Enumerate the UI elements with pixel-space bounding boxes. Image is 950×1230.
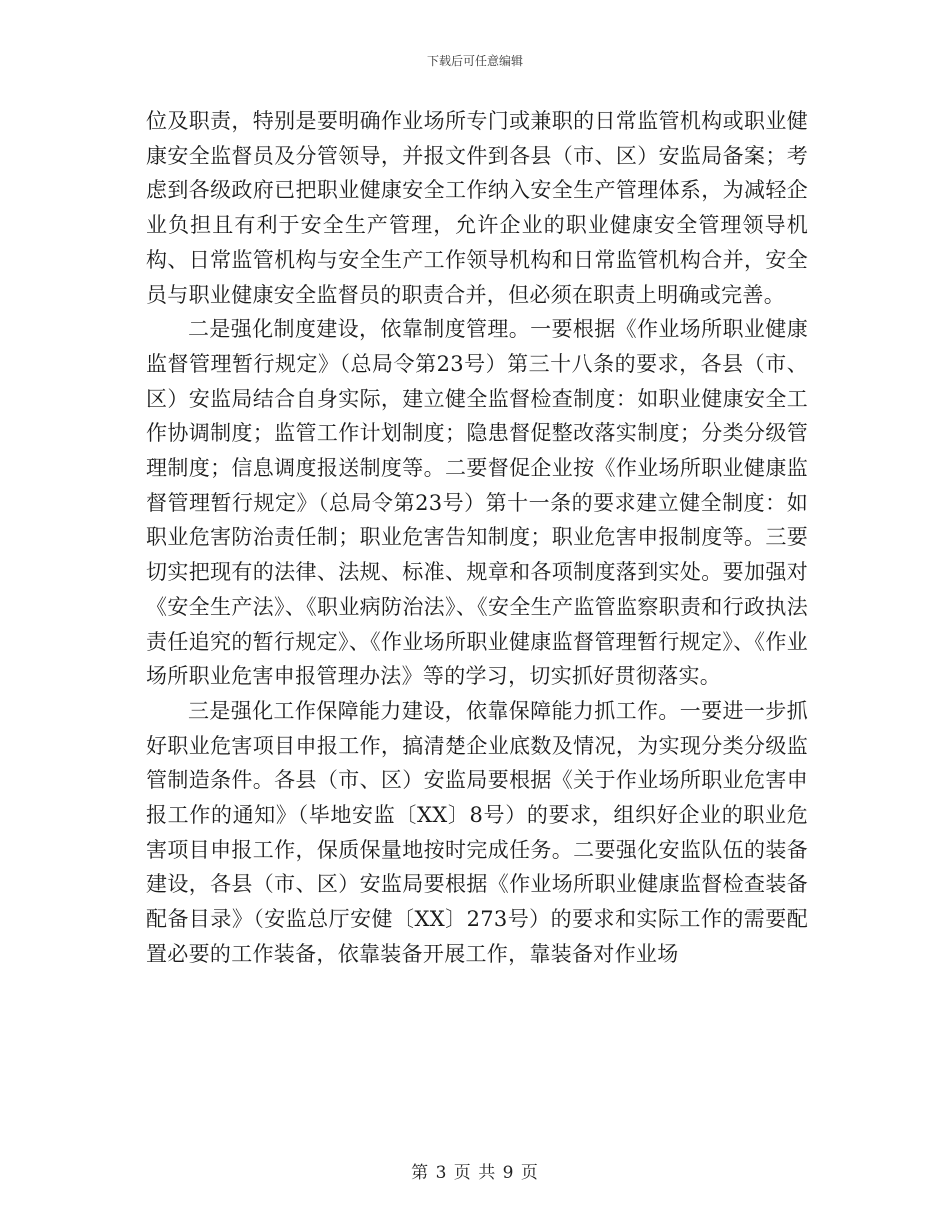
paragraph-system-building: 二是强化制度建设，依靠制度管理。一要根据《作业场所职业健康监督管理暂行规定》（总局令第23号）第三十八条的要求，各县（市、区）安监局结合自身实际，建立健全监督检查制度：如职业健康安全工作协调制度；监管工作计划制度；隐患督促整改落实制度；分类分级管理制度；信息调度报送制度等。二要督促企业按《作业场所职业健康监督管理暂行规定》（总局令第23号）第十一条的要求建立健全制度：如职业危害防治责任制；职业危害告知制度；职业危害申报制度等。三要切实把现有的法律、法规、标准、规章和各项制度落到实处。要加强对《安全生产法》、《职业病防治法》、《安全生产监管监察职责和行政执法责任追究的暂行规定》、《作业场所职业健康监督管理暂行规定》、《作业场所职业危害申报管理办法》等的学习，切实抓好贯彻落实。 <box>146 317 808 689</box>
paragraph-support-capacity: 三是强化工作保障能力建设，依靠保障能力抓工作。一要进一步抓好职业危害项目申报工作，搞清楚企业底数及情况，为实现分类分级监管制造条件。各县（市、区）安监局要根据《关于作业场所职业危害申报工作的通知》（毕地安监〔XX〕8号）的要求，组织好企业的职业危害项目申报工作，保质保量地按时完成任务。二要强化安监队伍的装备建设，各县（市、区）安监局要根据《作业场所职业健康监督检查装备配备目录》（安监总厅安健〔XX〕273号）的要求和实际工作的需要配置必要的工作装备，依靠装备开展工作，靠装备对作业场 <box>146 698 808 966</box>
document-body <box>146 104 808 1144</box>
page-header: 下载后可任意编辑 <box>426 54 523 68</box>
paragraph-responsibilities: 位及职责，特别是要明确作业场所专门或兼职的日常监管机构或职业健康安全监督员及分管领导，并报文件到各县（市、区）安监局备案；考虑到各级政府已把职业健康安全工作纳入安全生产管理体系，为减轻企业负担且有利于安全生产管理，允许企业的职业健康安全管理领导机构、日常监管机构与安全生产工作领导机构和日常监管机构合并，安全员与职业健康安全监督员的职责合并，但必须在职责上明确或完善。 <box>146 109 808 307</box>
page-number: 第 3 页 共 9 页 <box>411 1163 539 1183</box>
